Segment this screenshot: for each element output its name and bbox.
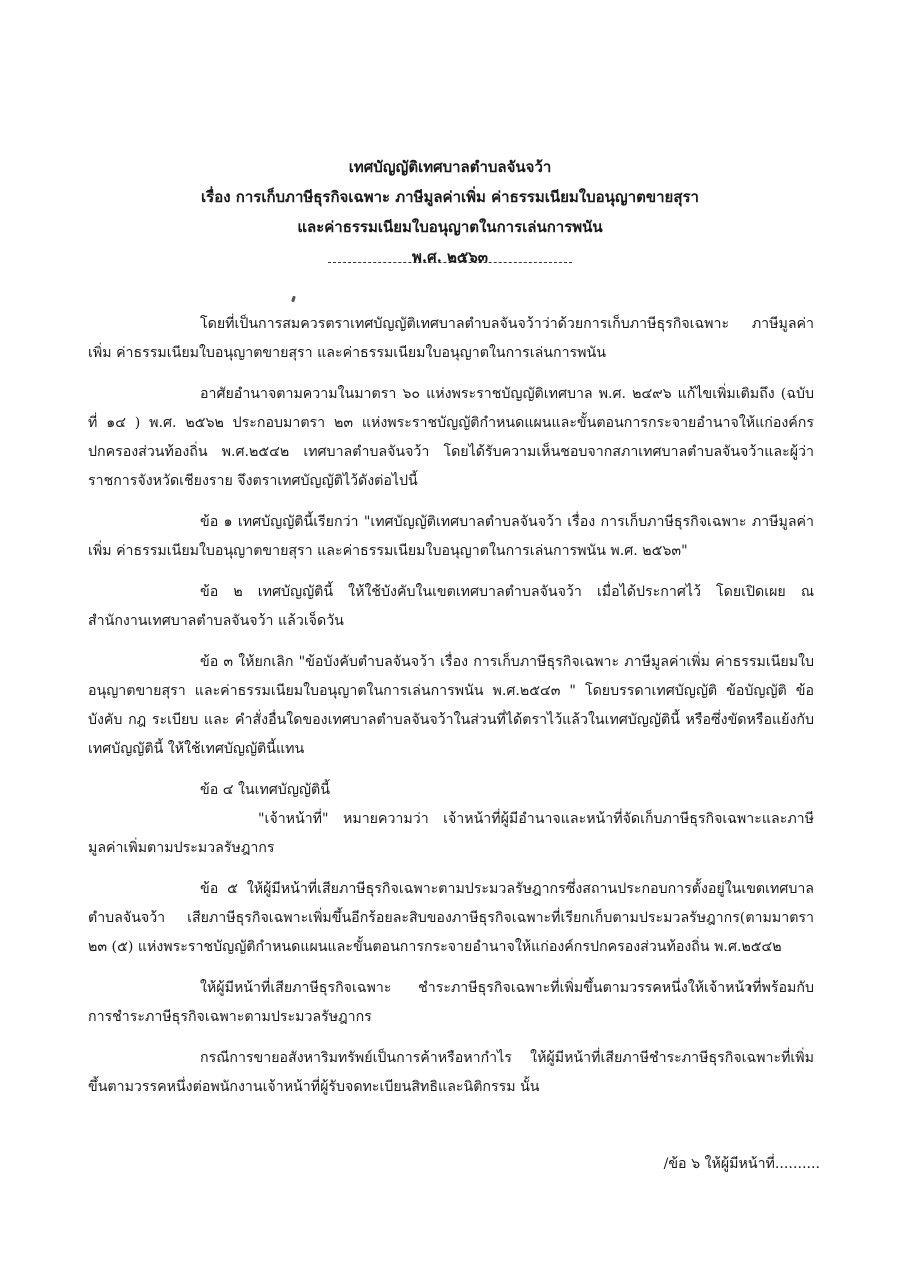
clause-5-payment-paragraph: ให้ผู้มีหน้าที่เสียภาษีธุรกิจเฉพาะ ชำระภาษีธุรกิจเฉพาะที่เพิ่มขึ้นตามวรรคหนึ่งให้เจ้าหน้าที่พร้อมกับการชำระภาษีธุรกิจเฉพาะตามประมวลรัษฎากร [88, 980, 814, 1025]
authority-paragraph: อาศัยอำนาจตามความในมาตรา ๖๐ แห่งพระราชบัญญัติเทศบาล พ.ศ. ๒๔๙๖ แก้ไขเพิ่มเติมถึง (ฉบับที่ ๑๔ ) พ.ศ. ๒๕๖๒ ประกอบมาตรา ๒๓ แห่งพระราชบัญญัติกำหนดแผนและขั้นตอนการกระจายอำนาจให้แก่องค์กรปกครองส่วนท้องถิ่น พ.ศ.๒๕๔๒ เทศบาลตำบลจันจว้า โดยได้รับความเห็นชอบจากสภาเทศบาลตำบลจันจว้าและผู้ว่าราชการจังหวัดเชียงราย จึงตราเทศบัญญัติไว้ดังต่อไปนี้ [88, 386, 814, 489]
preamble-paragraph: โดยที่เป็นการสมควรตราเทศบัญญัติเทศบาลตำบลจันจว้าว่าด้วยการเก็บภาษีธุรกิจเฉพาะ ภาษีมูลค่าเพิ่ม ค่าธรรมเนียมใบอนุญาตขายสุรา และค่าธรรมเนียมใบอนุญาตในการเล่นการพนัน [88, 316, 814, 361]
clause-2-paragraph: ข้อ ๒ เทศบัญญัตินี้ ให้ใช้บังคับในเขตเทศบาลตำบลจันจว้า เมื่อได้ประกาศไว้ โดยเปิดเผย ณ สำนักงานเทศบาลตำบลจันจว้า แล้วเจ็ดวัน [88, 584, 814, 629]
page-continuation-note: /ข้อ ๖ ให้ผู้มีหน้าที่.......... [663, 1156, 820, 1172]
clause-5-paragraph: ข้อ ๕ ให้ผู้มีหน้าที่เสียภาษีธุรกิจเฉพาะตามประมวลรัษฎากรซึ่งสถานประกอบการตั้งอยู่ในเขตเทศบาลตำบลจันจว้า เสียภาษีธุรกิจเฉพาะเพิ่มขึ้นอีกร้อยละสิบของภาษีธุรกิจเฉพาะที่เรียกเก็บตามประมวลรัษฎากร(ตามมาตรา ๒๓ (๕) แห่งพระราชบัญญัติกำหนดแผนและขั้นตอนการกระจายอำนาจให้แก่องค์กรปกครองส่วนท้องถิ่น พ.ศ.๒๕๔๒ [88, 881, 814, 955]
clause-5-property-paragraph: กรณีการขายอสังหาริมทรัพย์เป็นการค้าหรือหากำไร ให้ผู้มีหน้าที่เสียภาษีชำระภาษีธุรกิจเฉพาะที่เพิ่มขึ้นตามวรรคหนึ่งต่อพนักงานเจ้าหน้าที่ผู้รับจดทะเบียนสิทธิและนิติกรรม นั้น [88, 1050, 814, 1095]
title-year: พ.ศ. ๒๕๖๓ [411, 248, 489, 266]
document-title-block [0, 152, 900, 272]
title-line-1: เทศบัญญัติเทศบาลตำบลจันจว้า [348, 158, 552, 176]
title-divider [328, 262, 572, 263]
clause-1-paragraph: ข้อ ๑ เทศบัญญัตินี้เรียกว่า "เทศบัญญัติเทศบาลตำบลจันจว้า เรื่อง การเก็บภาษีธุรกิจเฉพาะ ภาษีมูลค่าเพิ่ม ค่าธรรมเนียมใบอนุญาตขายสุรา และค่าธรรมเนียมใบอนุญาตในการเล่นการพนัน พ.ศ. ๒๕๖๓" [88, 514, 814, 559]
clause-3-paragraph: ข้อ ๓ ให้ยกเลิก "ข้อบังคับตำบลจันจว้า เรื่อง การเก็บภาษีธุรกิจเฉพาะ ภาษีมูลค่าเพิ่ม ค่าธรรมเนียมใบอนุญาตขายสุรา และค่าธรรมเนียมใบอนุญาตในการเล่นการพนัน พ.ศ.๒๕๔๓ " โดยบรรดาเทศบัญญัติ ข้อบัญญัติ ข้อบังคับ กฎ ระเบียบ และ คำสั่งอื่นใดของเทศบาลตำบลจันจว้าในส่วนที่ได้ตราไว้แล้วในเทศบัญญัตินี้ หรือซึ่งขัดหรือแย้งกับเทศบัญญัตินี้ ให้ใช้เทศบัญญัตินี้แทน [88, 654, 814, 757]
document-body [88, 310, 814, 1114]
scan-speck [291, 296, 296, 303]
title-line-3: และค่าธรรมเนียมใบอนุญาตในการเล่นการพนัน [297, 218, 603, 236]
clause-4-definition: "เจ้าหน้าที่" หมายความว่า เจ้าหน้าที่ผู้มีอำนาจและหน้าที่จัดเก็บภาษีธุรกิจเฉพาะและภาษีมูลค่าเพิ่มตามประมวลรัษฎากร [88, 811, 814, 856]
title-line-2: เรื่อง การเก็บภาษีธุรกิจเฉพาะ ภาษีมูลค่าเพิ่ม ค่าธรรมเนียมใบอนุญาตขายสุรา [201, 188, 699, 206]
clause-4-heading: ข้อ ๔ ในเทศบัญญัตินี้ [200, 782, 330, 798]
